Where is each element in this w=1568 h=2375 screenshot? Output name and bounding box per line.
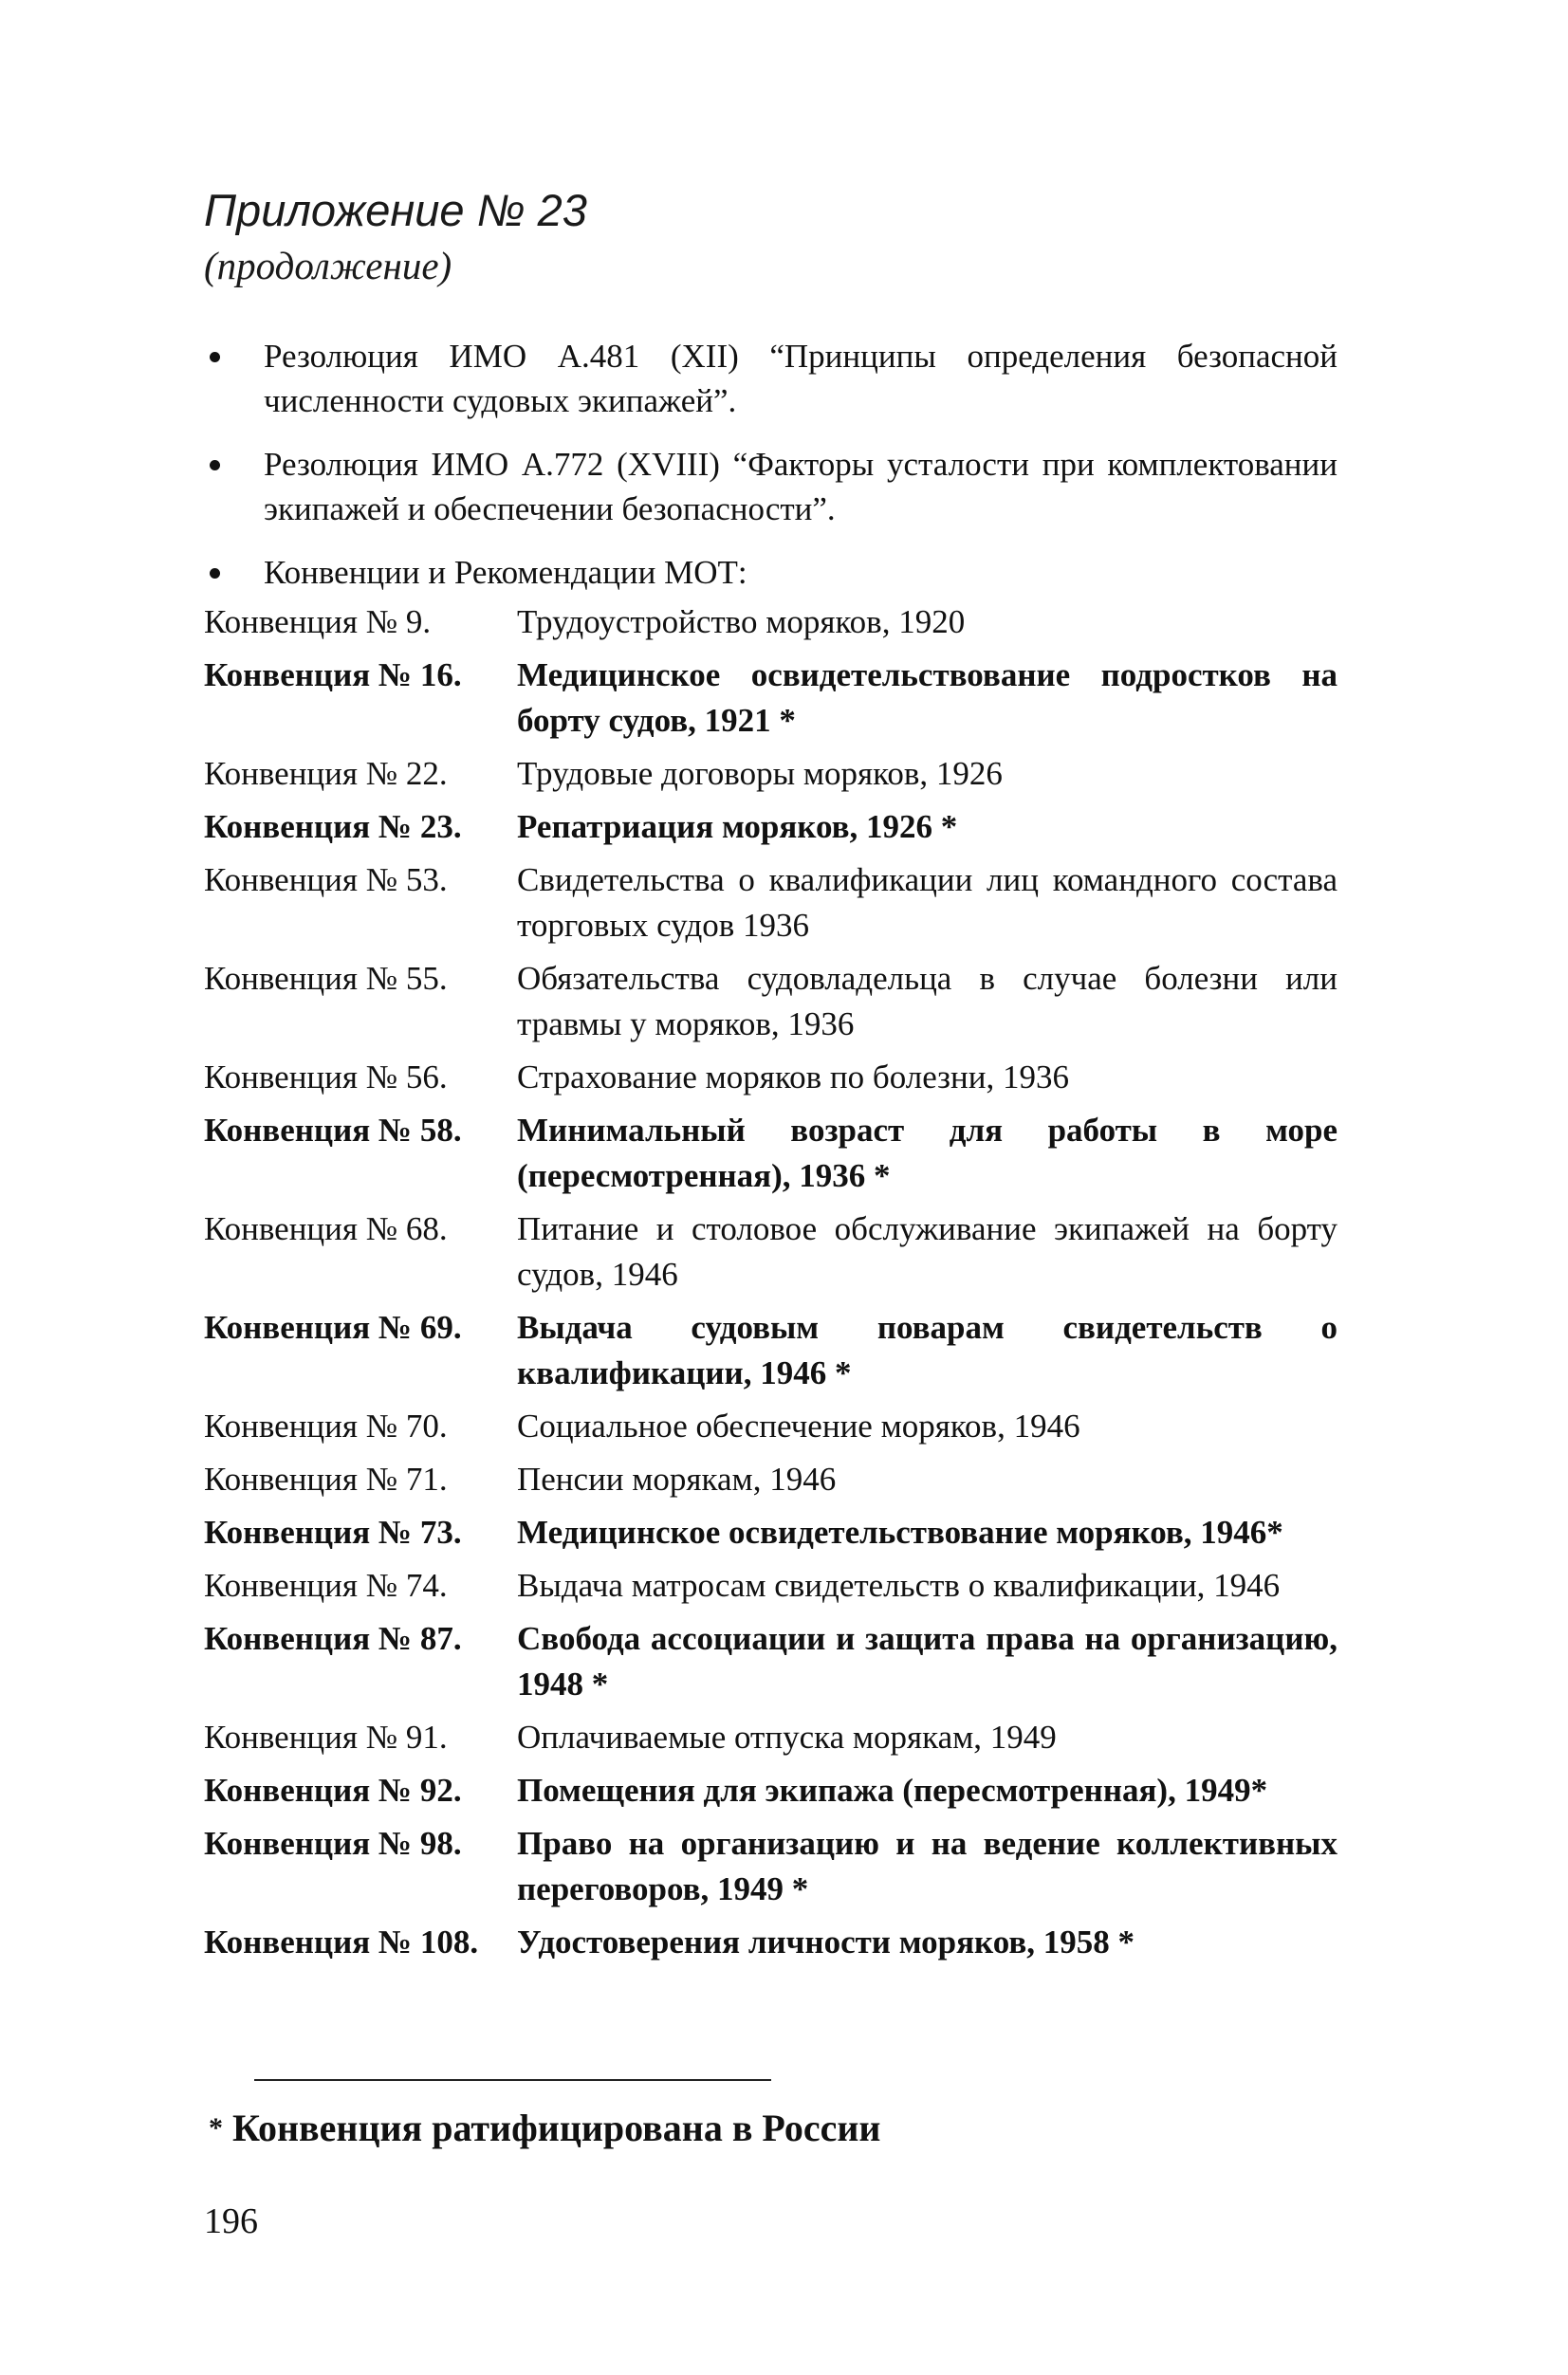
convention-row [204,653,1337,744]
convention-title: Страхование моряков по болезни, 1936 [517,1059,1069,1095]
convention-title: Минимальный возраст для работы в море (пересмотренная), 1936 * [517,1112,1337,1194]
convention-number: Конвенция № 53. [204,861,448,898]
convention-number: Конвенция № 92. [204,1772,462,1809]
appendix-header [204,182,587,292]
convention-row [204,1305,1337,1396]
bullet-dot-icon [210,460,220,470]
convention-title: Репатриация моряков, 1926 * [517,808,958,845]
convention-number: Конвенция № 9. [204,603,432,640]
convention-title: Питание и столовое обслуживание экипажей на борту судов, 1946 [517,1210,1337,1293]
convention-title: Медицинское освидетельствование моряков, 1946* [517,1514,1283,1551]
bullet-text: Конвенции и Рекомендации МОТ: [264,554,747,591]
convention-number: Конвенция № 91. [204,1719,448,1756]
convention-number: Конвенция № 56. [204,1059,448,1095]
convention-title: Пенсии морякам, 1946 [517,1461,837,1498]
convention-number: Конвенция № 87. [204,1620,462,1657]
bullet-dot-icon [210,568,220,579]
convention-list [204,599,1337,1973]
convention-row [204,1768,1337,1813]
convention-row [204,1920,1337,1965]
appendix-subtitle: (продолжение) [204,244,452,287]
convention-title: Удостоверения личности моряков, 1958 * [517,1924,1134,1961]
convention-number: Конвенция № 98. [204,1825,462,1862]
bullet-item [204,442,1337,531]
convention-number: Конвенция № 73. [204,1514,462,1551]
convention-row [204,1821,1337,1912]
bullet-list [204,334,1337,614]
convention-row [204,1616,1337,1707]
convention-number: Конвенция № 70. [204,1408,448,1445]
convention-row [204,1715,1337,1760]
convention-row [204,1206,1337,1298]
convention-title: Трудоустройство моряков, 1920 [517,603,966,640]
convention-title: Медицинское освидетельствование подростков на борту судов, 1921 * [517,656,1337,739]
appendix-title: Приложение № 23 [204,185,587,235]
convention-row [204,1055,1337,1100]
convention-row [204,1510,1337,1556]
bullet-dot-icon [210,352,220,362]
convention-row [204,804,1337,850]
convention-number: Конвенция № 16. [204,656,462,693]
convention-number: Конвенция № 71. [204,1461,448,1498]
convention-number: Конвенция № 55. [204,960,448,997]
convention-row [204,1563,1337,1609]
convention-number: Конвенция № 74. [204,1567,448,1604]
page-number: 196 [204,2201,258,2241]
convention-number: Конвенция № 108. [204,1924,479,1961]
convention-row [204,599,1337,645]
convention-title: Свидетельства о квалификации лиц командного состава торговых судов 1936 [517,861,1337,944]
bullet-item [204,550,1337,595]
footnote [209,2104,880,2153]
convention-row [204,956,1337,1047]
convention-title: Право на организацию и на ведение коллективных переговоров, 1949 * [517,1825,1337,1907]
bullet-text: Резолюция ИМО А.481 (XII) “Принципы определения безопасной численности судовых экипажей”. [264,338,1337,419]
convention-number: Конвенция № 68. [204,1210,448,1247]
bullet-item [204,334,1337,423]
convention-row [204,1404,1337,1449]
convention-title: Оплачиваемые отпуска морякам, 1949 [517,1719,1057,1756]
convention-number: Конвенция № 23. [204,808,462,845]
convention-row [204,1108,1337,1199]
convention-number: Конвенция № 22. [204,755,448,792]
bullet-text: Резолюция ИМО А.772 (XVIII) “Факторы усталости при комплектовании экипажей и обеспечении безопасности”. [264,446,1337,527]
convention-row [204,857,1337,948]
convention-row [204,1457,1337,1502]
footnote-divider [254,2079,771,2081]
footnote-star: * [209,2112,223,2144]
footnote-text: Конвенция ратифицирована в России [232,2107,881,2149]
convention-title: Выдача матросам свидетельств о квалификации, 1946 [517,1567,1281,1604]
convention-title: Трудовые договоры моряков, 1926 [517,755,1003,792]
convention-number: Конвенция № 69. [204,1309,462,1346]
convention-number: Конвенция № 58. [204,1112,462,1149]
convention-title: Обязательства судовладельца в случае болезни или травмы у моряков, 1936 [517,960,1337,1042]
convention-row [204,751,1337,797]
convention-title: Выдача судовым поварам свидетельств о квалификации, 1946 * [517,1309,1337,1391]
convention-title: Социальное обеспечение моряков, 1946 [517,1408,1080,1445]
convention-title: Помещения для экипажа (пересмотренная), 1949* [517,1772,1268,1809]
convention-title: Свобода ассоциации и защита права на организацию, 1948 * [517,1620,1337,1703]
